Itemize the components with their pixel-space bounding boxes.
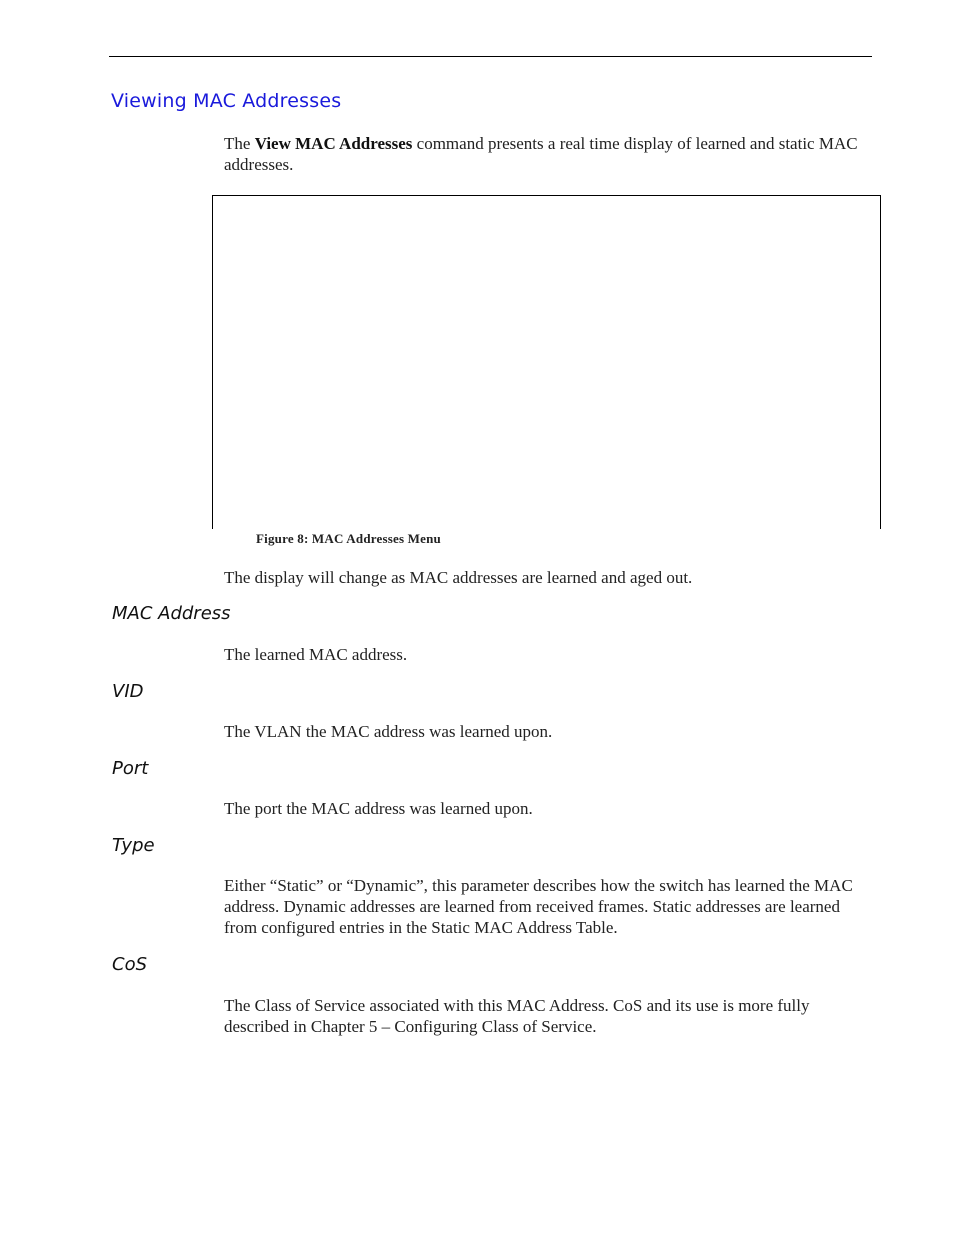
field-description-mac-address: The learned MAC address. <box>224 645 408 664</box>
field-description-type: Either “Static” or “Dynamic”, this parameter describes how the switch has learned the MAC address. Dynamic addresses are learned from received frames. Static addresses are learned from configured entries in the Static MAC Address Table. <box>224 876 853 937</box>
field-heading-mac-address: MAC Address <box>112 603 231 624</box>
command-name: View MAC Addresses <box>254 134 413 153</box>
figure-caption: Figure 8: MAC Addresses Menu <box>256 531 441 546</box>
field-description-vid: The VLAN the MAC address was learned upon. <box>224 722 553 741</box>
field-heading-type: Type <box>112 835 155 856</box>
figure-frame <box>212 195 881 529</box>
intro-paragraph <box>224 133 874 175</box>
intro-prefix: The <box>224 134 255 153</box>
field-description-port: The port the MAC address was learned upon. <box>224 799 533 818</box>
display-note: The display will change as MAC addresses are learned and aged out. <box>224 568 693 587</box>
header-rule <box>109 56 872 57</box>
field-heading-cos: CoS <box>112 954 148 975</box>
intro-suffix: command presents a real time display of learned and static MAC addresses. <box>224 134 858 174</box>
field-heading-vid: VID <box>112 681 144 702</box>
section-title: Viewing MAC Addresses <box>111 90 342 112</box>
field-heading-port: Port <box>112 758 149 779</box>
field-description-cos: The Class of Service associated with this MAC Address. CoS and its use is more fully described in Chapter 5 – Configuring Class of Service. <box>224 996 810 1036</box>
